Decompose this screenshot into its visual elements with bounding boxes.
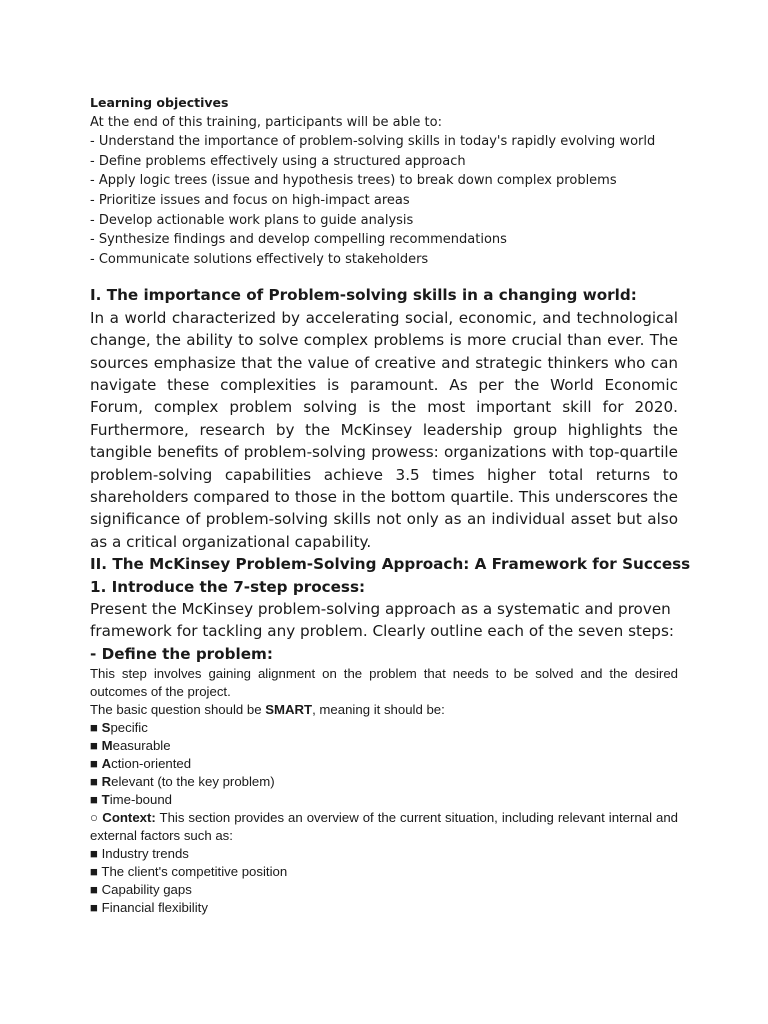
objective-item: - Prioritize issues and focus on high-impact areas bbox=[90, 192, 410, 208]
objective-item: - Define problems effectively using a structured approach bbox=[90, 153, 466, 169]
context-item bbox=[90, 899, 678, 917]
context-item bbox=[90, 845, 678, 863]
context-item bbox=[90, 881, 678, 899]
smart-item-specific bbox=[90, 719, 678, 737]
learning-objectives-heading: Learning objectives bbox=[90, 95, 229, 110]
square-bullet-icon: ■ bbox=[90, 846, 98, 862]
context-item-text: The client's competitive position bbox=[101, 864, 288, 880]
document-page bbox=[90, 93, 691, 917]
context-item bbox=[90, 863, 678, 881]
smart-intro-after: , meaning it should be: bbox=[312, 702, 445, 718]
smart-intro-before: The basic question should be bbox=[90, 702, 266, 718]
square-bullet-icon: ■ bbox=[90, 864, 98, 880]
smart-rest: easurable bbox=[112, 738, 171, 754]
learning-objectives bbox=[90, 93, 678, 269]
step-heading: - Define the problem: bbox=[90, 644, 273, 663]
square-bullet-icon: ■ bbox=[90, 900, 98, 916]
circle-bullet-icon: ○ bbox=[90, 810, 99, 826]
objective-item: - Understand the importance of problem-solving skills in today's rapidly evolving world bbox=[90, 134, 656, 150]
objective-item: - Synthesize findings and develop compelling recommendations bbox=[90, 232, 507, 248]
context-text: This section provides an overview of the current situation, including relevant internal and external factors such as: bbox=[90, 810, 679, 844]
smart-letter: R bbox=[101, 774, 112, 790]
objective-item: - Apply logic trees (issue and hypothesis trees) to break down complex problems bbox=[90, 173, 617, 189]
section-2-heading: II. The McKinsey Problem-Solving Approach: A Framework for Success bbox=[90, 555, 691, 574]
section-2-subheading: 1. Introduce the 7-step process: bbox=[90, 577, 366, 596]
smart-rest: elevant (to the key problem) bbox=[111, 774, 275, 790]
smart-letter: S bbox=[101, 720, 111, 736]
square-bullet-icon: ■ bbox=[90, 720, 98, 736]
context-item-text: Financial flexibility bbox=[101, 900, 208, 916]
context-item-text: Capability gaps bbox=[101, 882, 192, 898]
smart-letter: A bbox=[101, 756, 112, 772]
step-description: This step involves gaining alignment on the problem that needs to be solved and the desired outcomes of the project. bbox=[90, 666, 678, 700]
square-bullet-icon: ■ bbox=[90, 792, 98, 808]
section-2-paragraph: Present the McKinsey problem-solving approach as a systematic and proven framework for tackling any problem. Clearly outline each of the seven steps: bbox=[90, 600, 674, 641]
section-1-paragraph: In a world characterized by accelerating social, economic, and technological change, the ability to solve complex problems is more crucial than ever. The sources emphasize that the value of creative and strategic thinkers who can navigate these complexities is paramount. As per the World Economic Forum, complex problem solving is the most important skill for 2020. Furthermore, research by the McKinsey leadership group highlights the tangible benefits of problem-solving prowess: organizations with top-quartile problem-solving capabilities achieve 3.5 times higher total returns to shareholders compared to those in the bottom quartile. This underscores the significance of problem-solving skills not only as an individual asset but also as a critical organizational capability. bbox=[90, 308, 678, 551]
smart-intro bbox=[90, 701, 678, 719]
learning-objectives-intro: At the end of this training, participants will be able to: bbox=[90, 114, 442, 130]
smart-item-measurable bbox=[90, 737, 678, 755]
square-bullet-icon: ■ bbox=[90, 756, 98, 772]
square-bullet-icon: ■ bbox=[90, 738, 98, 754]
smart-item-relevant bbox=[90, 773, 678, 791]
smart-item-time-bound bbox=[90, 791, 678, 809]
objective-item: - Communicate solutions effectively to stakeholders bbox=[90, 251, 429, 267]
context-label: Context: bbox=[102, 810, 156, 826]
smart-letter: T bbox=[101, 792, 110, 808]
square-bullet-icon: ■ bbox=[90, 882, 98, 898]
smart-word: SMART bbox=[265, 702, 313, 718]
context-item-text: Industry trends bbox=[101, 846, 189, 862]
section-1-heading: I. The importance of Problem-solving skills in a changing world: bbox=[90, 286, 637, 305]
smart-rest: pecific bbox=[110, 720, 148, 736]
square-bullet-icon: ■ bbox=[90, 774, 98, 790]
smart-rest: ction-oriented bbox=[111, 756, 192, 772]
smart-rest: ime-bound bbox=[109, 792, 173, 808]
context-paragraph bbox=[90, 809, 678, 845]
smart-letter: M bbox=[101, 738, 113, 754]
objective-item: - Develop actionable work plans to guide analysis bbox=[90, 212, 414, 228]
smart-item-action-oriented bbox=[90, 755, 678, 773]
